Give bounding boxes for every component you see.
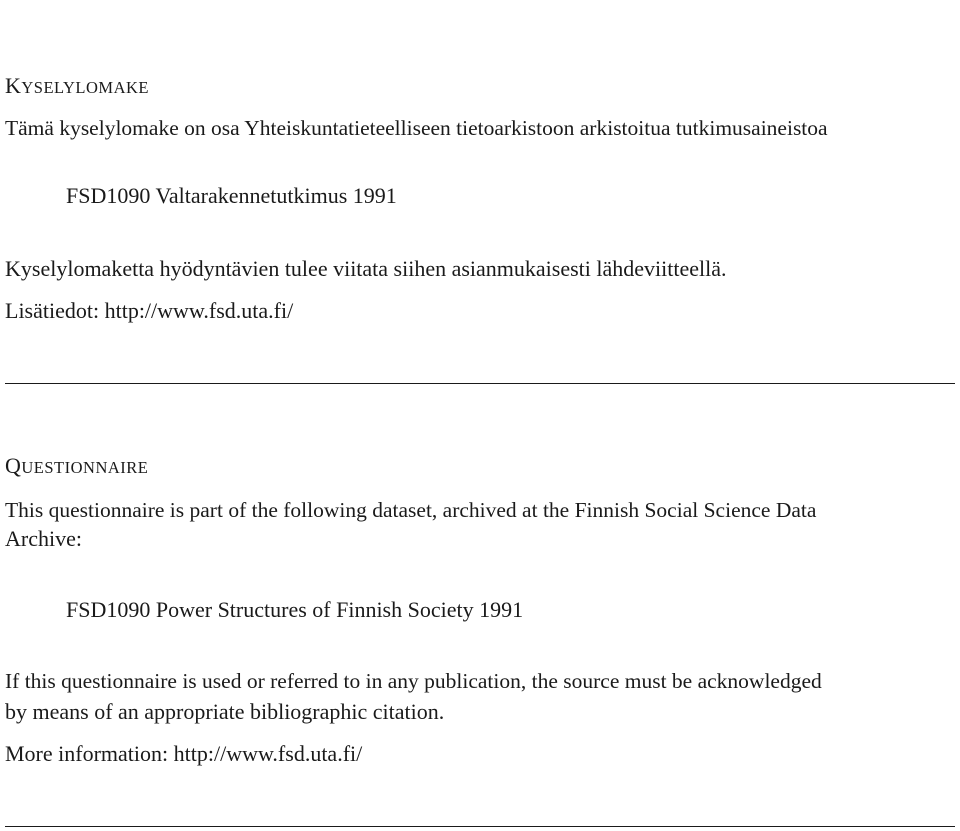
english-heading-initial: Q <box>5 453 22 478</box>
english-dataset-title: FSD1090 Power Structures of Finnish Society 1991 <box>66 597 524 622</box>
english-intro-line-1: This questionnaire is part of the following dataset, archived at the Finnish Social Science Data <box>5 498 817 522</box>
english-heading-rest: UESTIONNAIRE <box>21 458 149 477</box>
english-intro-line-2: Archive: <box>5 526 82 551</box>
section-divider-top <box>5 383 955 384</box>
finnish-more-info: Lisätiedot: http://www.fsd.uta.fi/ <box>5 298 294 323</box>
finnish-heading-initial: K <box>5 73 22 98</box>
english-heading <box>5 453 148 481</box>
finnish-citation-note: Kyselylomaketta hyödyntävien tulee viitata siihen asianmukaisesti lähdeviitteellä. <box>5 256 727 281</box>
english-citation-line-1: If this questionnaire is used or referred to in any publication, the source must be acknowledged <box>5 669 822 693</box>
finnish-intro: Tämä kyselylomake on osa Yhteiskuntatieteelliseen tietoarkistoon arkistoitua tutkimusaineistoa <box>5 116 828 140</box>
english-citation-line-2: by means of an appropriate bibliographic citation. <box>5 699 445 724</box>
finnish-heading <box>5 73 149 101</box>
finnish-heading-rest: YSELYLOMAKE <box>21 78 149 97</box>
english-more-info: More information: http://www.fsd.uta.fi/ <box>5 741 363 766</box>
finnish-dataset-title: FSD1090 Valtarakennetutkimus 1991 <box>66 183 397 208</box>
section-divider-bottom <box>5 826 955 827</box>
